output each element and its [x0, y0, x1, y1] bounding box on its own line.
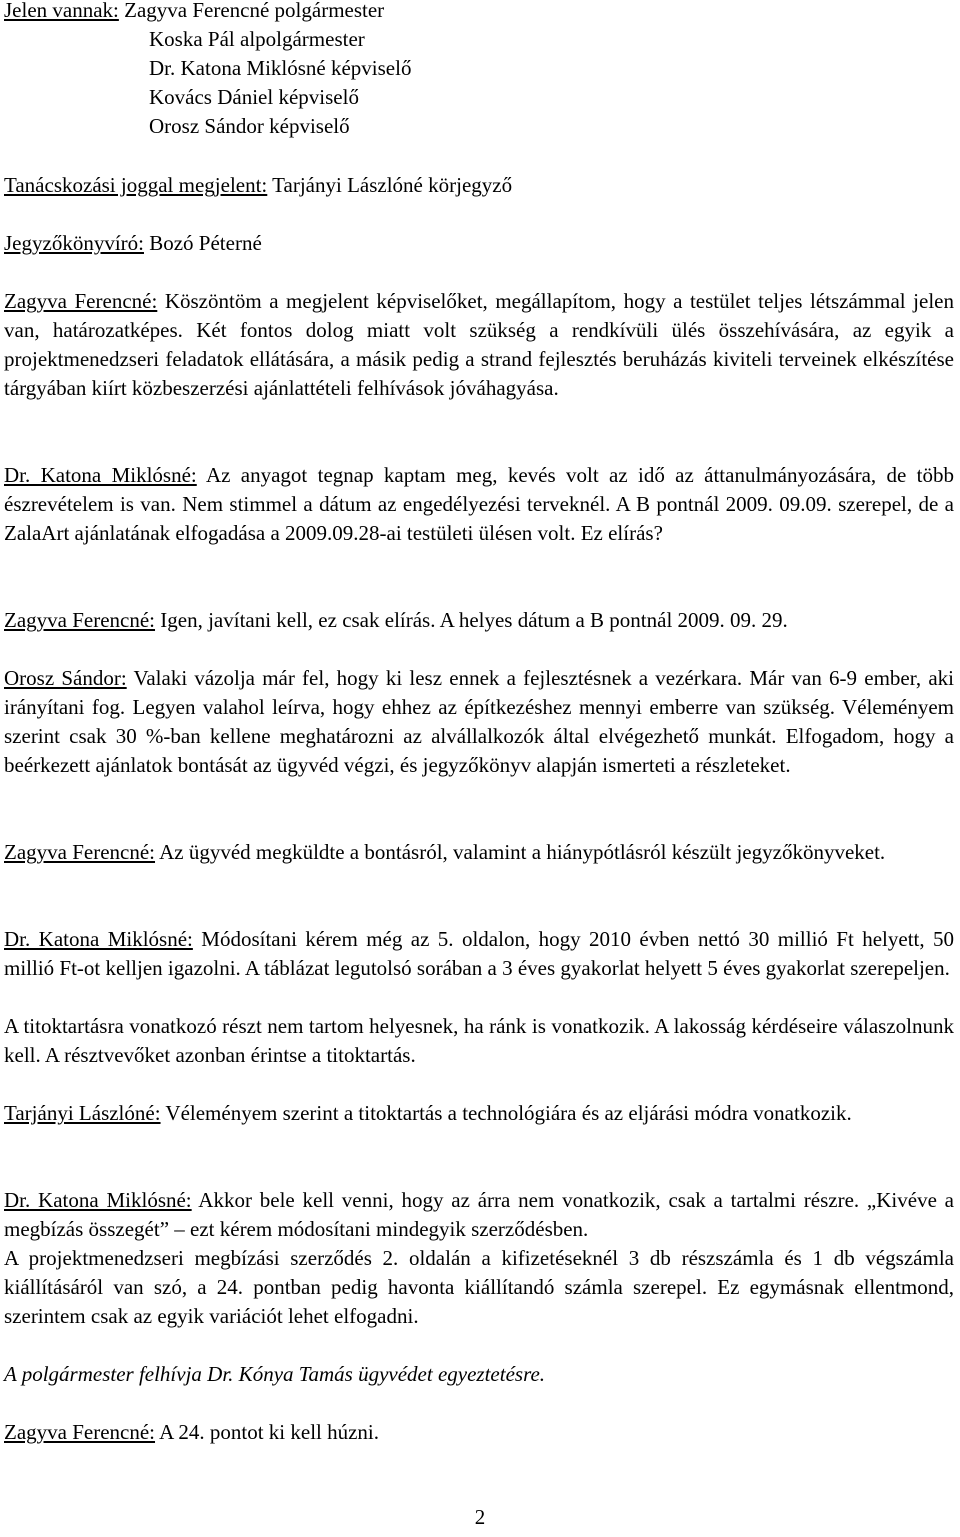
- speaker-label: Orosz Sándor:: [4, 666, 127, 690]
- paragraph-text: Valaki vázolja már fel, hogy ki lesz ennek a fejlesztésnek a vezérkara. Már van 6-9 ember, aki irányítani fog. Legyen valahol leírva, hogy ehhez az építkezéshez mennyi emberre van szükség. Véleményem szerint csak 30 %-ban kellene meghatározni az alvállalkozók által elvégezhető munkát. Elfogadom, hogy a beérkezett ajánlatok bontását az ügyvéd végzi, és jegyzőkönyv alapján ismerteti a részleteket.: [4, 666, 954, 777]
- attendee: Orosz Sándor képviselő: [149, 114, 350, 138]
- recorder-label: Jegyzőkönyvíró:: [4, 231, 144, 255]
- advisory-text: Tarjányi Lászlóné körjegyző: [267, 173, 513, 197]
- advisory-label: Tanácskozási joggal megjelent:: [4, 173, 268, 197]
- paragraph-text: Módosítani kérem még az 5. oldalon, hogy 2010 évben nettó 30 millió Ft helyett, 50 millió Ft-ot kelljen igazolni. A táblázat legutolsó sorában a 3 éves gyakorlat helyett 5 éves gyakorlat szerepeljen.: [4, 927, 955, 980]
- attendee: Koska Pál alpolgármester: [149, 27, 365, 51]
- paragraph-katona-1: [4, 461, 954, 548]
- paragraph-zagyva-3: [4, 838, 954, 867]
- paragraph-katona-3: [4, 1186, 954, 1244]
- advisory-line: [4, 171, 954, 200]
- speaker-label: Dr. Katona Miklósné:: [4, 1188, 192, 1212]
- recorder-line: [4, 229, 954, 258]
- paragraph-zagyva-2: [4, 606, 954, 635]
- speaker-label: Dr. Katona Miklósné:: [4, 463, 197, 487]
- speaker-label: Dr. Katona Miklósné:: [4, 927, 193, 951]
- attendance-block: [4, 0, 411, 141]
- paragraph-katona-2: [4, 925, 954, 983]
- attendee-mayor: Zagyva Ferencné polgármester: [124, 0, 385, 22]
- italic-note: A polgármester felhívja Dr. Kónya Tamás ügyvédet egyeztetésre.: [4, 1362, 546, 1386]
- paragraph-katona-3-continued: A projektmenedzseri megbízási szerződés 2. oldalán a kifizetéseknél 3 db részszámla és 1 db végszámla kiállításáról van szó, a 24. pontban pedig havonta kiállítandó számla szerepel. Ez egymásnak ellentmond, szerintem csak az egyik variációt lehet elfogadni.: [4, 1246, 954, 1328]
- paragraph-text: Véleményem szerint a titoktartás a technológiára és az eljárási módra vonatkozik.: [160, 1101, 852, 1125]
- paragraph-text: Köszöntöm a megjelent képviselőket, megállapítom, hogy a testület teljes létszámmal jelen van, határozatképes. Két fontos dolog miatt volt szükség a rendkívüli ülés összehívására, az egyik a projektmenedzseri feladatok ellátására, a másik pedig a strand fejlesztés beruházás kiviteli terveinek elkészítése tárgyában kiírt közbeszerzési ajánlattételi felhívások jóváhagyása.: [4, 289, 954, 400]
- recorder-text: Bozó Péterné: [143, 231, 262, 255]
- paragraph-text: Az anyagot tegnap kaptam meg, kevés volt az idő az áttanulmányozására, de több észrevételem is van. Nem stimmel a dátum az engedélyezési terveknél. A B pontnál 2009. 09.09. szerepel, de a ZalaArt ajánlatának elfogadása a 2009.09.28-ai testületi ülésen volt. Ez elírás?: [4, 463, 954, 545]
- speaker-label: Zagyva Ferencné:: [4, 1420, 156, 1444]
- page-number: 2: [474, 1505, 486, 1529]
- paragraph-text: Igen, javítani kell, ez csak elírás. A helyes dátum a B pontnál 2009. 09. 29.: [155, 608, 788, 632]
- speaker-label: Zagyva Ferencné:: [4, 608, 156, 632]
- paragraph-opening: [4, 287, 954, 403]
- speaker-label: Tarjányi Lászlóné:: [4, 1101, 161, 1125]
- paragraph-katona-2-continued: A titoktartásra vonatkozó részt nem tartom helyesnek, ha ránk is vonatkozik. A lakosság kérdéseire válaszolnunk kell. A résztvevőket azonban érintse a titoktartás.: [4, 1014, 954, 1067]
- paragraph-text: Akkor bele kell venni, hogy az árra nem vonatkozik, csak a tartalmi részre. „Kivéve a megbízás összegét” – ezt kérem módosítani mindegyik szerződésben.: [4, 1188, 955, 1241]
- paragraph-orosz: [4, 664, 954, 780]
- paragraph-last: [4, 1418, 954, 1447]
- paragraph-text: Az ügyvéd megküldte a bontásról, valamint a hiánypótlásról készült jegyzőkönyveket.: [155, 840, 886, 864]
- paragraph-tarjanyi: [4, 1099, 954, 1128]
- attendee: Kovács Dániel képviselő: [149, 85, 359, 109]
- attendance-first-line: [4, 0, 411, 25]
- speaker-label: Zagyva Ferencné:: [4, 840, 156, 864]
- speaker-label: Zagyva Ferencné:: [4, 289, 158, 313]
- attendee: Dr. Katona Miklósné képviselő: [149, 56, 412, 80]
- attendance-label: Jelen vannak:: [4, 0, 119, 22]
- paragraph-text: A 24. pontot ki kell húzni.: [155, 1420, 380, 1444]
